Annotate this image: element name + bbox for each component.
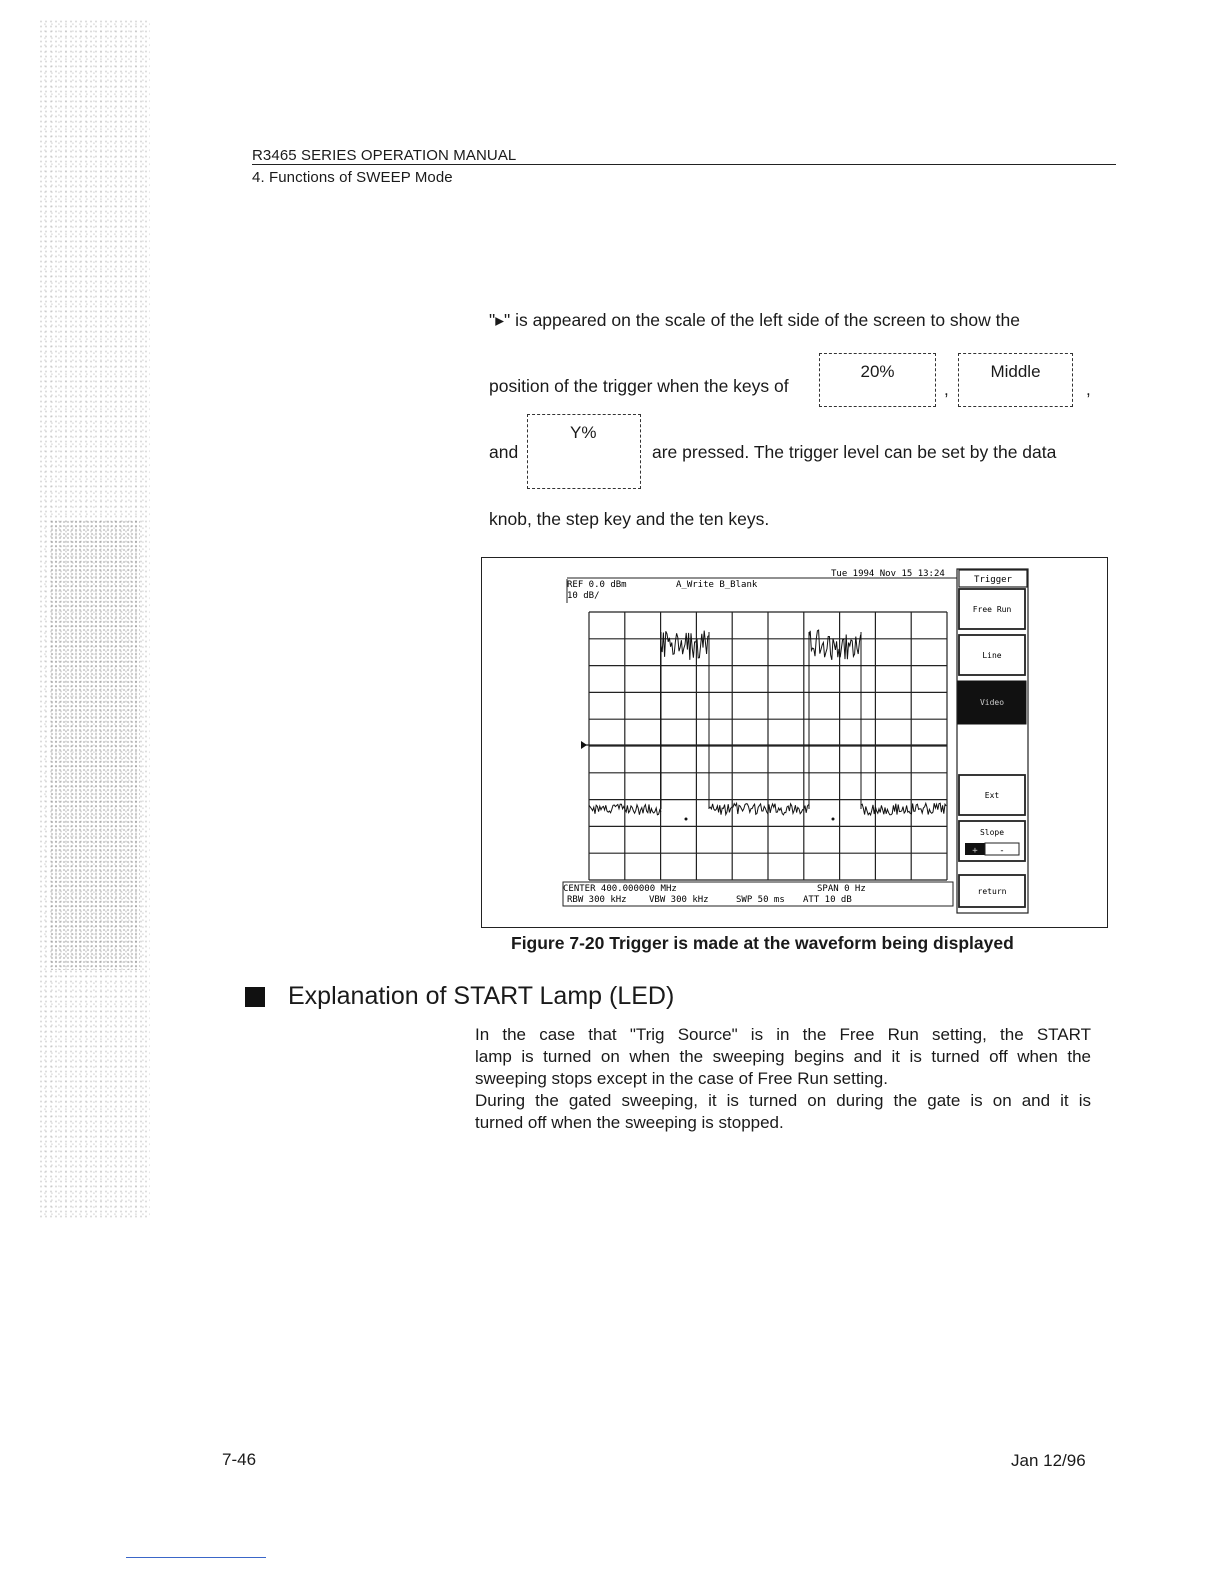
comma-separator: ,	[1086, 380, 1091, 399]
scale: 10 dB/	[567, 591, 600, 601]
intro-line-2: position of the trigger when the keys of	[489, 376, 789, 396]
key-y-percent: Y%	[527, 414, 641, 489]
softkey-return[interactable]	[959, 875, 1025, 907]
intro-line-3: are pressed. The trigger level can be set by the data	[652, 442, 1057, 462]
vbw: VBW 300 kHz	[649, 895, 709, 905]
slope-minus: -	[999, 846, 1005, 856]
paragraph-line: During the gated sweeping, it is turned on during the gate is on and it is	[475, 1091, 1091, 1110]
ref-level: REF 0.0 dBm	[567, 580, 627, 590]
menu-title: Trigger	[974, 575, 1012, 585]
manual-title: R3465 SERIES OPERATION MANUAL	[252, 147, 517, 164]
intro-line-4: knob, the step key and the ten keys.	[489, 509, 770, 529]
softkey-video-label: Video	[979, 698, 1005, 707]
intro-line-1: "▸" is appeared on the scale of the left side of the screen to show the	[489, 310, 1020, 330]
paragraph-line: lamp is turned on when the sweeping begins and it is turned off when the	[475, 1047, 1091, 1066]
softkey-free-run-label: Free Run	[972, 605, 1012, 614]
span: SPAN 0 Hz	[817, 884, 866, 894]
softkey-line-label: Line	[982, 651, 1002, 660]
paragraph-line: In the case that "Trig Source" is in the Free Run setting, the START	[475, 1025, 1091, 1044]
trace-mode: A_Write B_Blank	[676, 580, 758, 590]
chapter-title: 4. Functions of SWEEP Mode	[252, 169, 453, 186]
softkey-line[interactable]	[959, 635, 1025, 675]
key-20-percent: 20%	[819, 353, 936, 407]
sweep-time: SWP 50 ms	[736, 895, 785, 905]
graticule	[581, 612, 947, 880]
header-rule	[252, 164, 1116, 165]
section-paragraph	[475, 1024, 1091, 1134]
figure-caption: Figure 7-20 Trigger is made at the waveform being displayed	[511, 933, 1014, 953]
softkey-slope[interactable]	[959, 821, 1025, 861]
attenuation: ATT 10 dB	[803, 895, 852, 905]
scan-margin-noise-dense	[50, 520, 140, 970]
section-bullet	[245, 987, 265, 1007]
softkey-ext[interactable]	[959, 775, 1025, 815]
softkey-slope-label: Slope	[979, 828, 1005, 837]
footer-rule	[126, 1557, 266, 1558]
footer-date: Jan 12/96	[1011, 1451, 1086, 1470]
softkey-ext-label: Ext	[984, 791, 1000, 800]
and-word: and	[489, 442, 519, 462]
softkey-free-run[interactable]	[959, 589, 1025, 629]
paragraph-line: sweeping stops except in the case of Free Run setting.	[475, 1069, 888, 1088]
trigger-level-marker	[581, 741, 587, 749]
section-title: Explanation of START Lamp (LED)	[288, 982, 675, 1010]
analyzer-screen	[481, 557, 1108, 928]
softkey-return-label: return	[977, 887, 1007, 896]
comma-separator: ,	[944, 380, 949, 399]
paragraph-line: turned off when the sweeping is stopped.	[475, 1113, 784, 1132]
datetime: Tue 1994 Nov 15 13:24	[831, 569, 945, 579]
page-number: 7-46	[222, 1450, 257, 1469]
softkey-video[interactable]	[958, 681, 1026, 724]
slope-plus: +	[972, 846, 978, 856]
rbw: RBW 300 kHz	[567, 895, 627, 905]
key-middle: Middle	[958, 353, 1073, 407]
center-frequency: CENTER 400.000000 MHz	[563, 884, 677, 894]
